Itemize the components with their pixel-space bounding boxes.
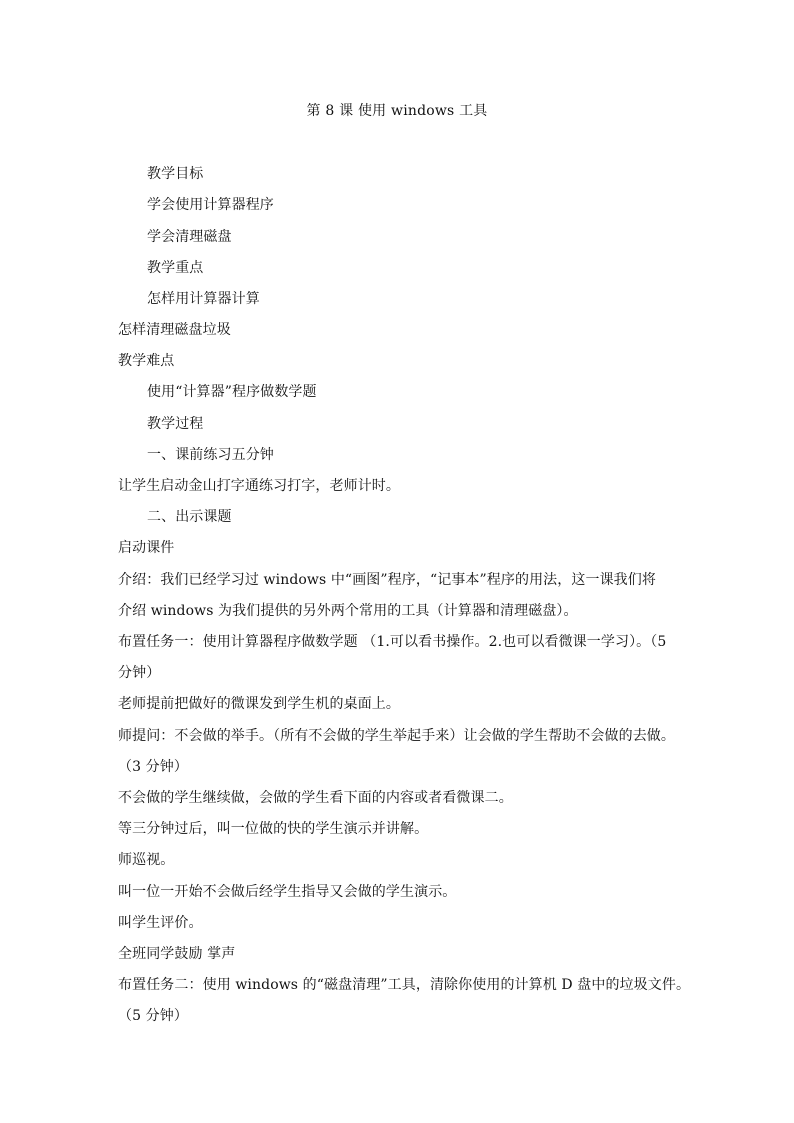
- student-demo: 等三分钟过后，叫一位做的快的学生演示并讲解。: [118, 821, 429, 837]
- start-courseware: 启动课件: [118, 540, 175, 556]
- key-point-disk: 怎样清理磁盘垃圾: [118, 322, 231, 338]
- task-two-line-1: 布置任务二：使用 windows 的“磁盘清理”工具，清除你使用的计算机 D 盘中的垃圾文件。: [118, 977, 691, 993]
- class-applause: 全班同学鼓励 掌声: [118, 946, 236, 962]
- teacher-prep: 老师提前把做好的微课发到学生机的桌面上。: [118, 696, 400, 712]
- step-topic: 二、出示课题: [147, 509, 232, 525]
- teacher-question-line-1: 师提问：不会做的举手。（所有不会做的学生举起手来）让会做的学生帮助不会做的去做。: [118, 728, 675, 744]
- intro-line-2: 介绍 windows 为我们提供的另外两个常用的工具（计算器和清理磁盘）。: [118, 603, 578, 619]
- key-point-calculator: 怎样用计算器计算: [147, 291, 260, 307]
- difficulty-item: 使用“计算器”程序做数学题: [147, 384, 317, 400]
- warmup-detail: 让学生启动金山打字通练习打字，老师计时。: [118, 478, 400, 494]
- task-two-line-2: （5 分钟）: [118, 1008, 188, 1024]
- step-warmup: 一、课前练习五分钟: [147, 447, 274, 463]
- task-one-line-2: 分钟）: [118, 665, 161, 681]
- student-evaluation: 叫学生评价。: [118, 915, 203, 931]
- second-demo: 叫一位一开始不会做后经学生指导又会做的学生演示。: [118, 884, 457, 900]
- heading-difficulties: 教学难点: [118, 353, 175, 369]
- heading-key-points: 教学重点: [147, 260, 204, 276]
- goal-disk-cleanup: 学会清理磁盘: [147, 229, 232, 245]
- goal-calculator: 学会使用计算器程序: [147, 197, 274, 213]
- heading-teaching-goals: 教学目标: [147, 166, 204, 182]
- intro-line-1: 介绍：我们已经学习过 windows 中“画图”程序，“记事本”程序的用法，这一课我们将: [118, 572, 656, 588]
- continue-work: 不会做的学生继续做，会做的学生看下面的内容或者看微课二。: [118, 790, 513, 806]
- lesson-title: 第 8 课 使用 windows 工具: [306, 103, 488, 119]
- teacher-patrol: 师巡视。: [118, 852, 175, 868]
- heading-process: 教学过程: [147, 416, 204, 432]
- task-one-line-1: 布置任务一：使用计算器程序做数学题 （1.可以看书操作。2.也可以看微课一学习）。（5: [118, 634, 667, 650]
- teacher-question-line-2: （3 分钟）: [118, 759, 188, 775]
